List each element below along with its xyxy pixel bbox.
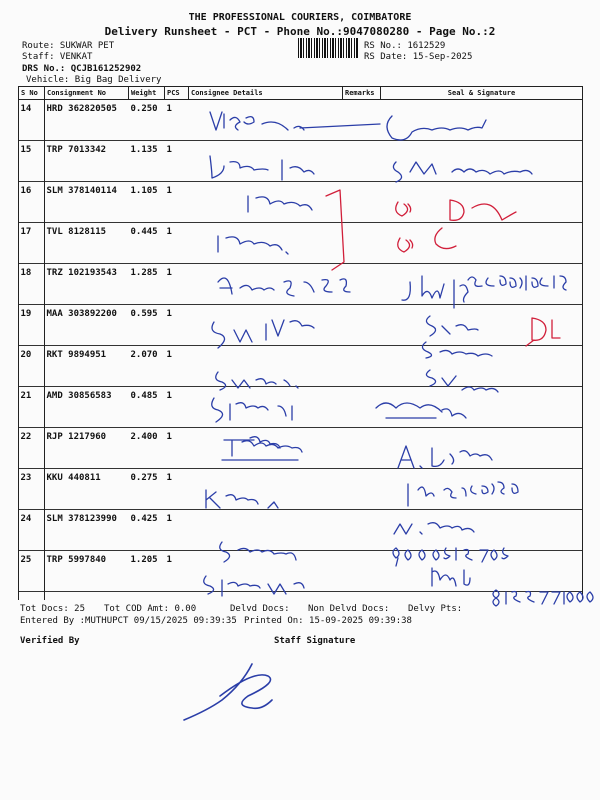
row-consignee-details bbox=[189, 264, 343, 305]
row-consignee-details bbox=[189, 346, 343, 387]
grid-line bbox=[44, 86, 45, 600]
row-weight: 0.250 bbox=[129, 100, 165, 141]
grid-line bbox=[18, 86, 19, 600]
row-consignment-no: TVL 8128115 bbox=[45, 223, 129, 264]
row-weight: 2.070 bbox=[129, 346, 165, 387]
row-weight: 0.595 bbox=[129, 305, 165, 346]
row-seal-signature bbox=[381, 182, 583, 223]
row-consignee-details bbox=[189, 100, 343, 141]
table-row bbox=[19, 305, 583, 346]
row-pcs: 1 bbox=[165, 469, 189, 510]
col-weight: Weight bbox=[129, 87, 165, 100]
table-header-row bbox=[19, 87, 583, 100]
row-consignment-no: RJP 1217960 bbox=[45, 428, 129, 469]
row-weight: 0.445 bbox=[129, 223, 165, 264]
row-seal-signature bbox=[381, 305, 583, 346]
row-consignee-details bbox=[189, 141, 343, 182]
delivery-points: Delvy Pts: bbox=[408, 604, 463, 614]
row-consignment-no: RKT 9894951 bbox=[45, 346, 129, 387]
table-row bbox=[19, 264, 583, 305]
table-row bbox=[19, 100, 583, 141]
row-remarks bbox=[343, 469, 381, 510]
row-sno: 22 bbox=[19, 428, 45, 469]
row-remarks bbox=[343, 223, 381, 264]
row-pcs: 1 bbox=[165, 428, 189, 469]
row-remarks bbox=[343, 100, 381, 141]
row-pcs: 1 bbox=[165, 551, 189, 592]
row-weight: 1.135 bbox=[129, 141, 165, 182]
non-delivered-docs: Non Delvd Docs: bbox=[308, 604, 390, 614]
row-seal-signature bbox=[381, 141, 583, 182]
route: Route: SUKWAR PET bbox=[22, 41, 115, 51]
drs-number: DRS No.: QCJB161252902 bbox=[22, 64, 142, 74]
row-remarks bbox=[343, 305, 381, 346]
row-remarks bbox=[343, 264, 381, 305]
row-weight: 0.275 bbox=[129, 469, 165, 510]
row-consignment-no: TRP 5997840 bbox=[45, 551, 129, 592]
row-pcs: 1 bbox=[165, 223, 189, 264]
row-consignment-no: KKU 440811 bbox=[45, 469, 129, 510]
col-consignee: Consignee Details bbox=[189, 87, 343, 100]
table-row bbox=[19, 469, 583, 510]
grid-line bbox=[582, 86, 583, 600]
barcode bbox=[298, 38, 358, 58]
row-consignee-details bbox=[189, 510, 343, 551]
col-pcs: PCS bbox=[165, 87, 189, 100]
row-sno: 21 bbox=[19, 387, 45, 428]
table-row bbox=[19, 223, 583, 264]
table-row bbox=[19, 141, 583, 182]
row-seal-signature bbox=[381, 428, 583, 469]
row-seal-signature bbox=[381, 223, 583, 264]
row-consignee-details bbox=[189, 428, 343, 469]
entered-by: Entered By :MUTHUPCT 09/15/2025 09:39:35 bbox=[20, 616, 237, 626]
table-row bbox=[19, 387, 583, 428]
verified-by-label: Verified By bbox=[20, 636, 80, 646]
row-consignment-no: HRD 362820505 bbox=[45, 100, 129, 141]
row-pcs: 1 bbox=[165, 387, 189, 428]
col-remarks: Remarks bbox=[343, 87, 381, 100]
staff: Staff: VENKAT bbox=[22, 52, 93, 62]
row-sno: 14 bbox=[19, 100, 45, 141]
row-seal-signature bbox=[381, 100, 583, 141]
row-pcs: 1 bbox=[165, 305, 189, 346]
row-pcs: 1 bbox=[165, 100, 189, 141]
table-row bbox=[19, 428, 583, 469]
row-seal-signature bbox=[381, 510, 583, 551]
row-weight: 1.105 bbox=[129, 182, 165, 223]
table-row bbox=[19, 551, 583, 592]
row-remarks bbox=[343, 387, 381, 428]
row-seal-signature bbox=[381, 387, 583, 428]
staff-signature-label: Staff Signature bbox=[274, 636, 356, 646]
row-seal-signature bbox=[381, 469, 583, 510]
row-weight: 0.485 bbox=[129, 387, 165, 428]
row-consignment-no: TRP 7013342 bbox=[45, 141, 129, 182]
row-consignee-details bbox=[189, 387, 343, 428]
rs-number: RS No.: 1612529 bbox=[364, 41, 446, 51]
table-row bbox=[19, 510, 583, 551]
row-weight: 1.285 bbox=[129, 264, 165, 305]
row-sno: 17 bbox=[19, 223, 45, 264]
row-sno: 25 bbox=[19, 551, 45, 592]
row-weight: 1.205 bbox=[129, 551, 165, 592]
row-remarks bbox=[343, 141, 381, 182]
row-remarks bbox=[343, 551, 381, 592]
handwriting-number-25 bbox=[493, 590, 593, 606]
rs-date: RS Date: 15-Sep-2025 bbox=[364, 52, 473, 62]
col-sno: S No bbox=[19, 87, 45, 100]
col-seal-signature: Seal & Signature bbox=[381, 87, 583, 100]
runsheet-subtitle: Delivery Runsheet - PCT - Phone No.:9047080280 - Page No.:2 bbox=[104, 25, 496, 38]
row-sno: 18 bbox=[19, 264, 45, 305]
table-row bbox=[19, 182, 583, 223]
row-remarks bbox=[343, 510, 381, 551]
row-sno: 16 bbox=[19, 182, 45, 223]
row-weight: 2.400 bbox=[129, 428, 165, 469]
row-pcs: 1 bbox=[165, 141, 189, 182]
row-sno: 15 bbox=[19, 141, 45, 182]
row-pcs: 1 bbox=[165, 346, 189, 387]
row-consignment-no: AMD 30856583 bbox=[45, 387, 129, 428]
printed-on: Printed On: 15-09-2025 09:39:38 bbox=[244, 616, 412, 626]
runsheet-table bbox=[18, 86, 583, 592]
row-seal-signature bbox=[381, 346, 583, 387]
row-remarks bbox=[343, 428, 381, 469]
total-docs: Tot Docs: 25 bbox=[20, 604, 86, 614]
total-cod: Tot COD Amt: 0.00 bbox=[104, 604, 197, 614]
row-consignee-details bbox=[189, 223, 343, 264]
row-consignment-no: SLM 378140114 bbox=[45, 182, 129, 223]
row-seal-signature bbox=[381, 551, 583, 592]
row-remarks bbox=[343, 346, 381, 387]
col-consignment: Consignment No bbox=[45, 87, 129, 100]
delivered-docs: Delvd Docs: bbox=[230, 604, 290, 614]
row-consignment-no: TRZ 102193543 bbox=[45, 264, 129, 305]
row-sno: 24 bbox=[19, 510, 45, 551]
row-consignee-details bbox=[189, 305, 343, 346]
row-consignment-no: SLM 378123990 bbox=[45, 510, 129, 551]
row-pcs: 1 bbox=[165, 510, 189, 551]
row-sno: 23 bbox=[19, 469, 45, 510]
row-sno: 20 bbox=[19, 346, 45, 387]
row-seal-signature bbox=[381, 264, 583, 305]
row-weight: 0.425 bbox=[129, 510, 165, 551]
row-consignee-details bbox=[189, 551, 343, 592]
row-consignee-details bbox=[189, 182, 343, 223]
table-row bbox=[19, 346, 583, 387]
row-consignment-no: MAA 303892200 bbox=[45, 305, 129, 346]
row-consignee-details bbox=[189, 469, 343, 510]
verified-signature bbox=[184, 664, 272, 720]
row-pcs: 1 bbox=[165, 264, 189, 305]
row-pcs: 1 bbox=[165, 182, 189, 223]
company-title: THE PROFESSIONAL COURIERS, COIMBATORE bbox=[188, 12, 412, 23]
row-sno: 19 bbox=[19, 305, 45, 346]
row-remarks bbox=[343, 182, 381, 223]
vehicle: Vehicle: Big Bag Delivery bbox=[26, 75, 162, 85]
